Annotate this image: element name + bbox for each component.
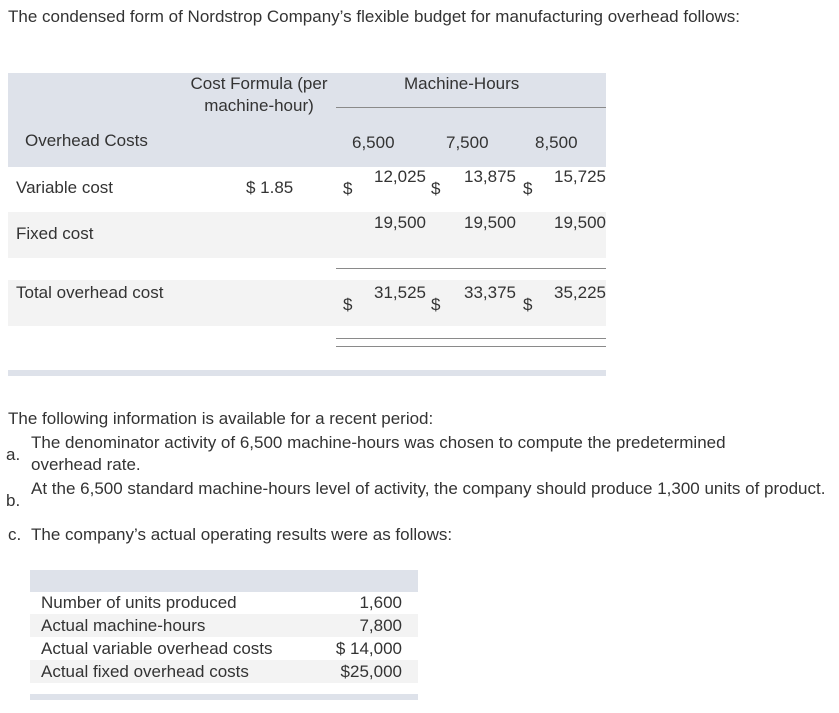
overhead-costs-header: Overhead Costs <box>25 131 148 150</box>
row-label-fixed-cost: Fixed cost <box>16 224 94 243</box>
results-row-value: 1,600 <box>359 593 402 612</box>
variable-cost-value: 12,025 <box>374 167 426 186</box>
dollar-sign: $ <box>523 295 533 314</box>
results-row-value: 7,800 <box>359 616 402 635</box>
cost-formula-header: Cost Formula (per machine-hour) <box>190 74 328 115</box>
item-marker: c. <box>8 525 22 544</box>
dollar-sign: $ <box>431 179 441 198</box>
variable-cost-value: 15,725 <box>554 167 606 186</box>
variable-cost-value: 13,875 <box>464 167 516 186</box>
results-footer-band <box>30 694 418 700</box>
info-item-b: At the 6,500 standard machine-hours level of activity, the company should produce 1,300 units of product. <box>31 479 826 498</box>
table-row-stripe <box>8 212 606 258</box>
total-overhead-value: 33,375 <box>464 283 516 302</box>
row-label-total-overhead: Total overhead cost <box>16 283 164 302</box>
dollar-sign: $ <box>343 295 353 314</box>
total-overhead-value: 31,525 <box>374 283 426 302</box>
activity-level-header: 7,500 <box>446 133 489 152</box>
results-row-label: Actual machine-hours <box>41 616 206 635</box>
fixed-cost-value: 19,500 <box>554 213 606 232</box>
results-row-label: Number of units produced <box>41 593 237 612</box>
results-row-value: $25,000 <box>340 662 402 681</box>
machine-hours-header: Machine-Hours <box>404 74 520 93</box>
results-row-label: Actual variable overhead costs <box>41 639 273 658</box>
activity-level-header: 6,500 <box>352 133 395 152</box>
info-item-a: The denominator activity of 6,500 machine-hours was chosen to compute the predetermined overhead rate. <box>31 433 726 474</box>
results-row-label: Actual fixed overhead costs <box>41 662 249 681</box>
item-marker: b. <box>6 491 21 510</box>
variable-cost-formula: $ 1.85 <box>246 178 294 197</box>
item-marker: a. <box>6 445 21 464</box>
activity-level-header: 8,500 <box>535 133 578 152</box>
intro-paragraph: The condensed form of Nordstrop Company’s flexible budget for manufacturing overhead follows: <box>8 7 741 26</box>
dollar-sign: $ <box>343 179 353 198</box>
info-item-c: The company’s actual operating results were as follows: <box>31 525 453 544</box>
row-label-variable-cost: Variable cost <box>16 178 114 197</box>
double-underline-top <box>336 338 606 339</box>
fixed-cost-value: 19,500 <box>464 213 516 232</box>
table-footer-band <box>8 370 606 376</box>
results-row-value: $ 14,000 <box>335 639 402 658</box>
results-header-band <box>30 570 418 592</box>
dollar-sign: $ <box>431 295 441 314</box>
header-underline <box>336 107 606 108</box>
fixed-cost-value: 19,500 <box>374 213 426 232</box>
double-underline-bottom <box>336 346 606 347</box>
dollar-sign: $ <box>523 179 533 198</box>
total-overhead-value: 35,225 <box>554 283 606 302</box>
subtotal-line <box>336 268 606 269</box>
info-lead: The following information is available for a recent period: <box>8 409 434 428</box>
